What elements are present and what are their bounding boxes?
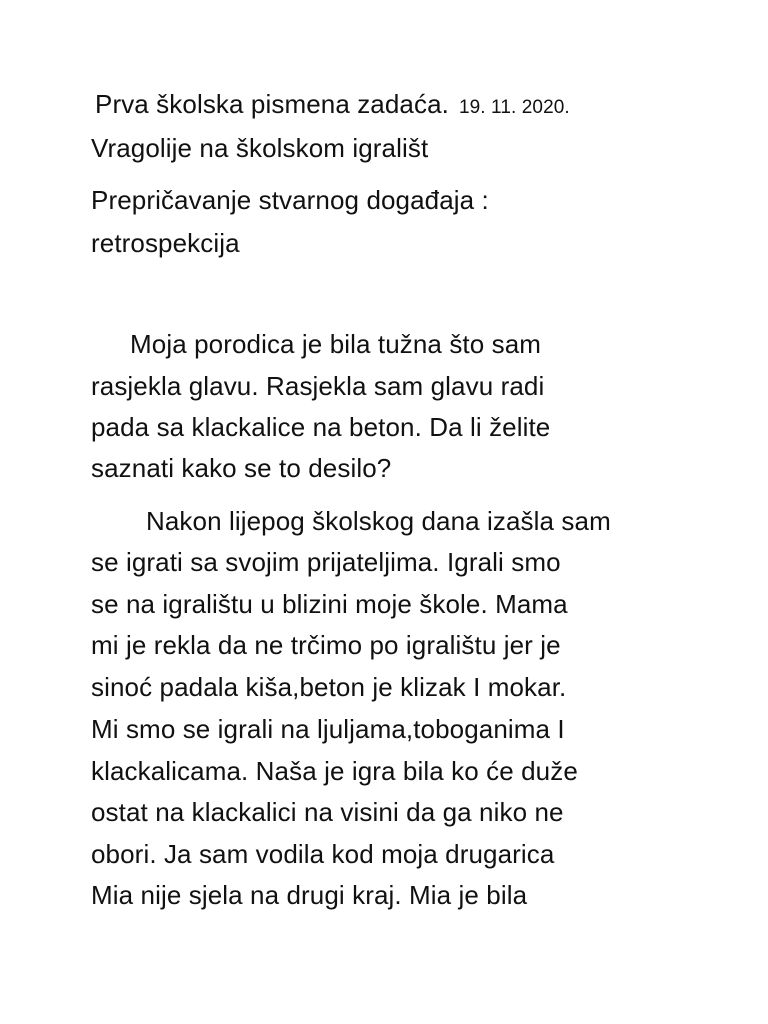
- paragraph-2-line: se igrati sa svojim prijateljima. Igrali smo: [91, 547, 561, 577]
- paragraph-1-line: Moja porodica je bila tužna što sam: [130, 329, 542, 359]
- paragraph-1-line: rasjekla glavu. Rasjekla sam glavu radi: [91, 371, 545, 401]
- paragraph-2-line: sinoć padala kiša,beton je klizak I mokar.: [91, 672, 567, 702]
- paragraph-2-line: Mi smo se igrali na ljuljama,toboganima I: [91, 714, 565, 744]
- document-type-line-1: Prepričavanje stvarnog događaja :: [91, 185, 489, 215]
- document-title: Prva školska pismena zadaća.: [95, 89, 449, 119]
- paragraph-2-line: obori. Ja sam vodila kod moja drugarica: [91, 839, 555, 869]
- title-line: [95, 88, 570, 124]
- paragraph-1-line: pada sa klackalice na beton. Da li želite: [91, 412, 551, 442]
- paragraph-2-line: se na igralištu u blizini moje škole. Mama: [91, 589, 568, 619]
- paragraph-1-line: saznati kako se to desilo?: [91, 453, 392, 483]
- document-date: 19. 11. 2020.: [458, 97, 570, 118]
- paragraph-2-line: mi je rekla da ne trčimo po igralištu jer je: [91, 630, 561, 660]
- paragraph-2-line: Mia nije sjela na drugi kraj. Mia je bila: [91, 880, 528, 910]
- paragraph-2-line: klackalicama. Naša je igra bila ko će duže: [91, 756, 578, 786]
- document-type-line-2: retrospekcija: [91, 228, 240, 258]
- document-subtitle: Vragolije na školskom igrališt: [91, 133, 429, 163]
- paragraph-2-line: ostat na klackalici na visini da ga niko ne: [91, 797, 564, 827]
- paragraph-2-line: Nakon lijepog školskog dana izašla sam: [146, 506, 611, 536]
